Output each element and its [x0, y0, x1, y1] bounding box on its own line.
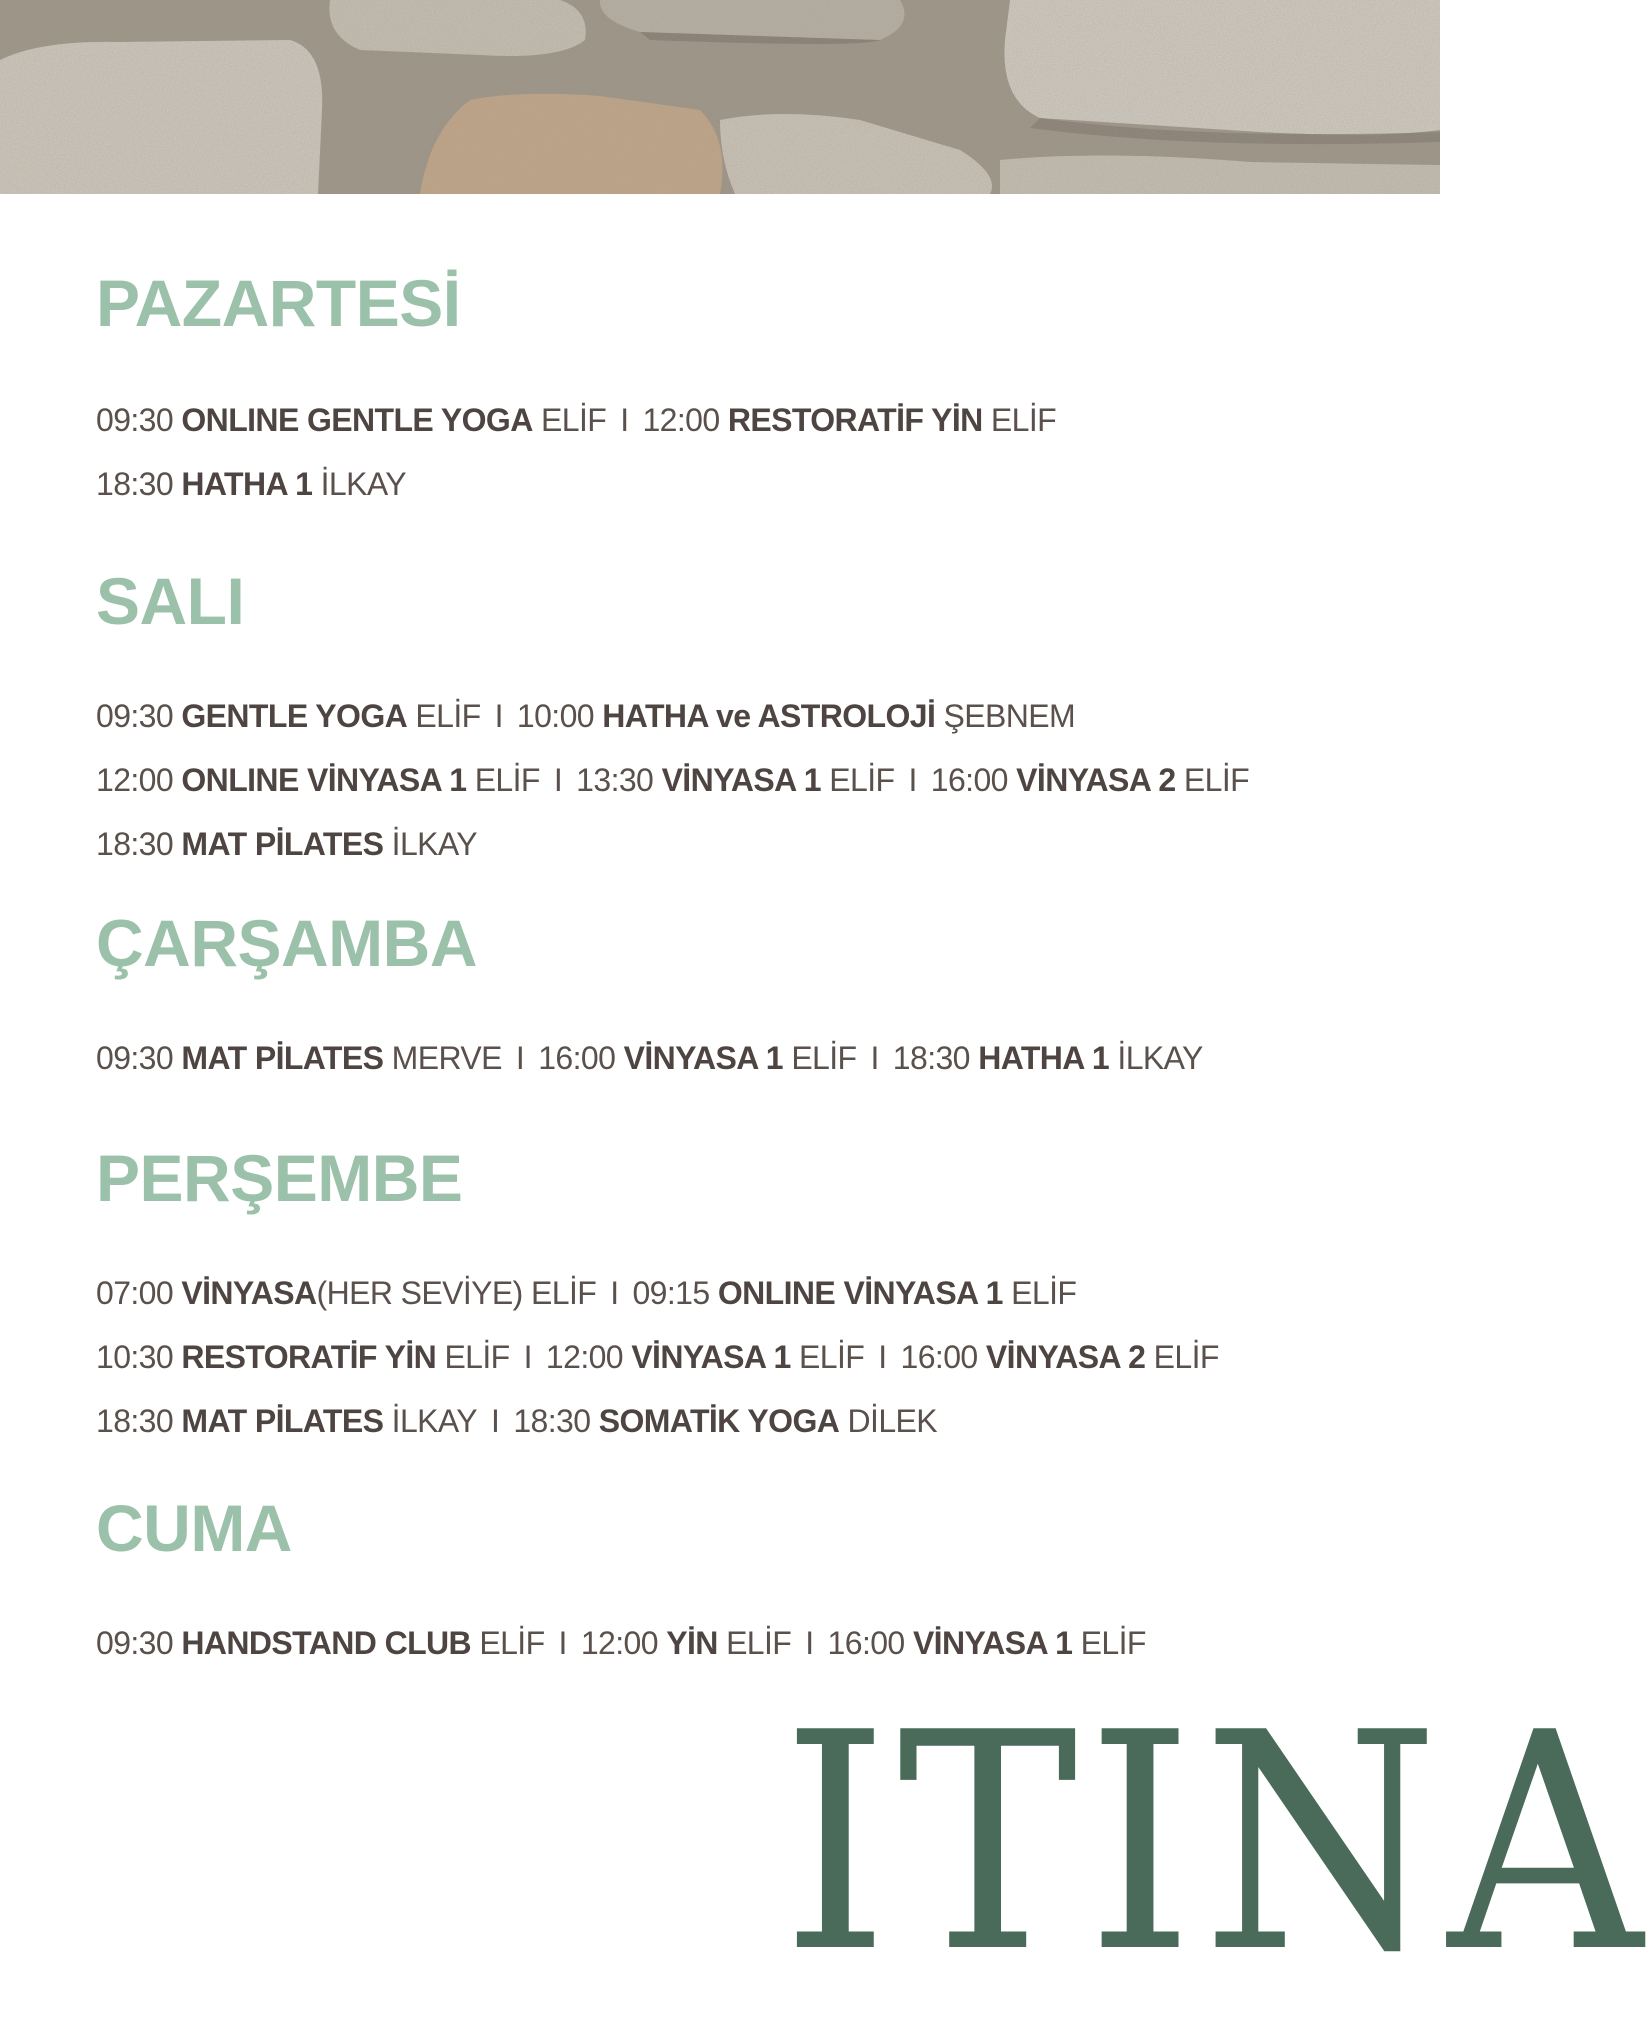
class-entry: [96, 1339, 510, 1375]
day-heading: PAZARTESİ: [96, 266, 461, 340]
class-name: VİNYASA 2: [1016, 762, 1176, 798]
brand-logo: [782, 1669, 1652, 2018]
separator: I: [558, 1625, 567, 1661]
separator: I: [523, 1339, 532, 1375]
separator: I: [610, 1275, 619, 1311]
class-teacher: İLKAY: [1117, 1040, 1203, 1076]
class-name: SOMATİK YOGA: [598, 1403, 840, 1439]
class-teacher: İLKAY: [320, 466, 406, 502]
class-teacher: ELİF: [444, 1339, 510, 1375]
class-entry: [96, 698, 481, 734]
day-heading: SALI: [96, 564, 245, 638]
class-teacher: ELİF: [1080, 1625, 1146, 1661]
class-time: 09:30: [96, 1040, 174, 1076]
class-time: 12:00: [642, 402, 720, 438]
class-name: VİNYASA 1: [661, 762, 821, 798]
class-time: 09:30: [96, 402, 174, 438]
class-entry: [96, 1040, 502, 1076]
class-name: MAT PİLATES: [181, 826, 384, 862]
class-time: 16:00: [930, 762, 1008, 798]
class-level: (HER SEVİYE): [316, 1275, 523, 1311]
class-name: RESTORATİF YİN: [181, 1339, 437, 1375]
separator: I: [620, 402, 629, 438]
class-entry: [96, 1625, 545, 1661]
class-time: 12:00: [545, 1339, 624, 1375]
class-teacher: İLKAY: [391, 826, 478, 862]
class-time: 18:30: [96, 466, 174, 502]
class-time: 16:00: [538, 1040, 616, 1076]
class-name: ONLINE GENTLE YOGA: [181, 402, 533, 438]
day-section-sali: [96, 564, 1250, 876]
class-entry: [642, 402, 1056, 438]
class-teacher: ELİF: [1183, 762, 1250, 798]
class-teacher: DİLEK: [847, 1403, 938, 1439]
class-name: ONLINE VİNYASA 1: [181, 762, 467, 798]
day-section-persembe: [96, 1141, 1219, 1453]
class-teacher: ELİF: [415, 698, 481, 734]
schedule-row: [96, 812, 1249, 876]
class-teacher: ELİF: [541, 402, 607, 438]
class-time: 16:00: [827, 1625, 905, 1661]
class-entry: [96, 762, 540, 798]
class-name: MAT PİLATES: [181, 1040, 384, 1076]
day-heading: ÇARŞAMBA: [96, 906, 477, 980]
class-time: 18:30: [513, 1403, 591, 1439]
class-entry: [96, 402, 606, 438]
separator: I: [878, 1339, 887, 1375]
separator: I: [805, 1625, 814, 1661]
day-section-carsamba: [96, 906, 1203, 1090]
class-teacher: İLKAY: [391, 1403, 478, 1439]
class-name: HATHA 1: [181, 466, 313, 502]
class-entry: [96, 826, 477, 862]
class-name: RESTORATİF YİN: [727, 402, 983, 438]
class-name: VİNYASA: [181, 1275, 317, 1311]
schedule-row: [96, 1261, 1219, 1325]
class-time: 09:30: [96, 1625, 174, 1661]
class-name: YİN: [666, 1625, 718, 1661]
class-time: 16:00: [900, 1339, 978, 1375]
class-time: 18:30: [96, 1403, 174, 1439]
class-time: 09:30: [96, 698, 174, 734]
class-teacher: ELİF: [531, 1275, 597, 1311]
class-time: 13:30: [576, 762, 654, 798]
class-teacher: ELİF: [990, 402, 1057, 438]
class-name: VİNYASA 2: [985, 1339, 1146, 1375]
class-name: MAT PİLATES: [181, 1403, 384, 1439]
separator: I: [491, 1403, 500, 1439]
class-time: 12:00: [96, 762, 174, 798]
class-entry: [513, 1403, 937, 1439]
separator: I: [515, 1040, 525, 1076]
class-teacher: ELİF: [479, 1625, 545, 1661]
separator: I: [494, 698, 503, 734]
class-time: 09:15: [632, 1275, 710, 1311]
class-teacher: ELİF: [1153, 1339, 1219, 1375]
class-teacher: ELİF: [791, 1040, 857, 1076]
separator: I: [553, 762, 563, 798]
schedule-row: [96, 452, 1056, 516]
class-entry: [517, 698, 1075, 734]
separator: I: [870, 1040, 879, 1076]
class-name: VİNYASA 1: [623, 1040, 784, 1076]
schedule-row: [96, 1026, 1203, 1090]
day-heading: CUMA: [96, 1491, 292, 1565]
class-teacher: ŞEBNEM: [943, 698, 1076, 734]
class-entry: [901, 1339, 1219, 1375]
class-entry: [538, 1040, 856, 1076]
class-time: 12:00: [580, 1625, 658, 1661]
class-teacher: ELİF: [799, 1339, 865, 1375]
stone-wall-header-image: [0, 0, 1440, 194]
separator: I: [908, 762, 917, 798]
day-section-cuma: [96, 1491, 1146, 1675]
schedule-row: [96, 1389, 1219, 1453]
logo-wordmark: ITINA: [782, 1669, 1652, 2018]
day-heading: PERŞEMBE: [96, 1141, 463, 1215]
class-teacher: ELİF: [474, 762, 540, 798]
class-name: HATHA 1: [978, 1040, 1110, 1076]
schedule-row: [96, 1325, 1219, 1389]
day-section-pazartesi: [96, 266, 1057, 516]
class-teacher: MERVE: [391, 1040, 502, 1076]
class-name: GENTLE YOGA: [181, 698, 408, 734]
class-entry: [96, 1403, 477, 1439]
class-name: VİNYASA 1: [912, 1625, 1073, 1661]
schedule-row: [96, 388, 1056, 452]
schedule-row: [96, 748, 1249, 812]
class-name: HATHA ve ASTROLOJİ: [602, 698, 936, 734]
class-teacher: ELİF: [726, 1625, 792, 1661]
schedule-row: [96, 684, 1249, 748]
class-entry: [576, 762, 894, 798]
class-entry: [893, 1040, 1203, 1076]
class-entry: [632, 1275, 1076, 1311]
class-name: ONLINE VİNYASA 1: [717, 1275, 1003, 1311]
class-entry: [546, 1339, 864, 1375]
class-name: HANDSTAND CLUB: [181, 1625, 472, 1661]
class-teacher: ELİF: [1011, 1275, 1077, 1311]
class-time: 18:30: [96, 826, 174, 862]
class-entry: [581, 1625, 791, 1661]
class-entry: [931, 762, 1249, 798]
schedule-row: [96, 1611, 1146, 1675]
class-teacher: ELİF: [829, 762, 895, 798]
class-entry: [828, 1625, 1146, 1661]
class-time: 10:30: [96, 1339, 174, 1375]
class-time: 10:00: [516, 698, 594, 734]
class-time: 18:30: [892, 1040, 970, 1076]
class-time: 07:00: [96, 1275, 174, 1311]
class-entry: [96, 466, 406, 502]
class-entry: [96, 1275, 596, 1311]
class-name: VİNYASA 1: [631, 1339, 791, 1375]
